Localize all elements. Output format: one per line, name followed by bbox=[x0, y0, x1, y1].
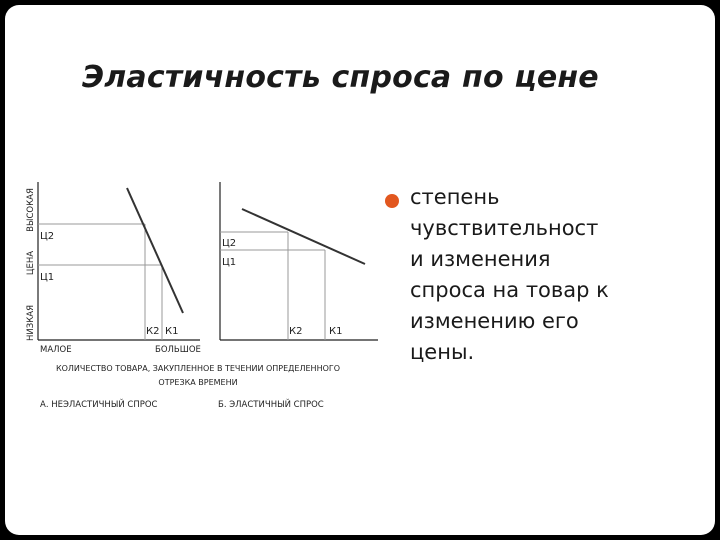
bullet-line-3: и изменения bbox=[410, 247, 551, 271]
panel-a-price1-label: Ц1 bbox=[40, 272, 55, 283]
bullet-line-5: изменению его bbox=[410, 309, 579, 333]
panel-b-caption: Б. ЭЛАСТИЧНЫЙ СПРОС bbox=[218, 400, 324, 410]
panel-a-qty2-label: К2 bbox=[146, 326, 160, 337]
bullet-line-2: чувствительност bbox=[410, 216, 599, 240]
panel-a-chart bbox=[38, 182, 201, 355]
panel-a-price2-label: Ц2 bbox=[40, 231, 55, 242]
x-axis-caption-line2: ОТРЕЗКА ВРЕМЕНИ bbox=[158, 378, 238, 387]
y-axis-label-high: ВЫСОКАЯ bbox=[26, 188, 36, 232]
slide-title: Эластичность спроса по цене bbox=[82, 60, 599, 95]
y-axis-label-price: ЦЕНА bbox=[26, 250, 36, 276]
y-axis-label-low: НИЗКАЯ bbox=[26, 305, 36, 341]
panel-a-caption: А. НЕЭЛАСТИЧНЫЙ СПРОС bbox=[40, 400, 158, 410]
panel-a-qty1-label: К1 bbox=[165, 326, 179, 337]
panel-b-qty2-label: К2 bbox=[289, 326, 303, 337]
bullet-line-4: спроса на товар к bbox=[410, 278, 609, 302]
panel-b-qty1-label: К1 bbox=[329, 326, 343, 337]
bullet-line-1: степень bbox=[410, 185, 500, 209]
panel-a-demand-curve bbox=[127, 188, 183, 313]
x-axis-left-label: МАЛОЕ bbox=[40, 345, 72, 355]
x-axis-right-label: БОЛЬШОЕ bbox=[155, 345, 201, 355]
panel-b-chart bbox=[220, 182, 378, 340]
panel-b-price1-label: Ц1 bbox=[222, 257, 237, 268]
panel-b-price2-label: Ц2 bbox=[222, 238, 237, 249]
panel-b-demand-curve bbox=[242, 209, 365, 264]
bullet-line-6: цены. bbox=[410, 340, 475, 364]
x-axis-caption-line1: КОЛИЧЕСТВО ТОВАРА, ЗАКУПЛЕННОЕ В ТЕЧЕНИИ ОПРЕДЕЛЕННОГО bbox=[55, 364, 341, 373]
